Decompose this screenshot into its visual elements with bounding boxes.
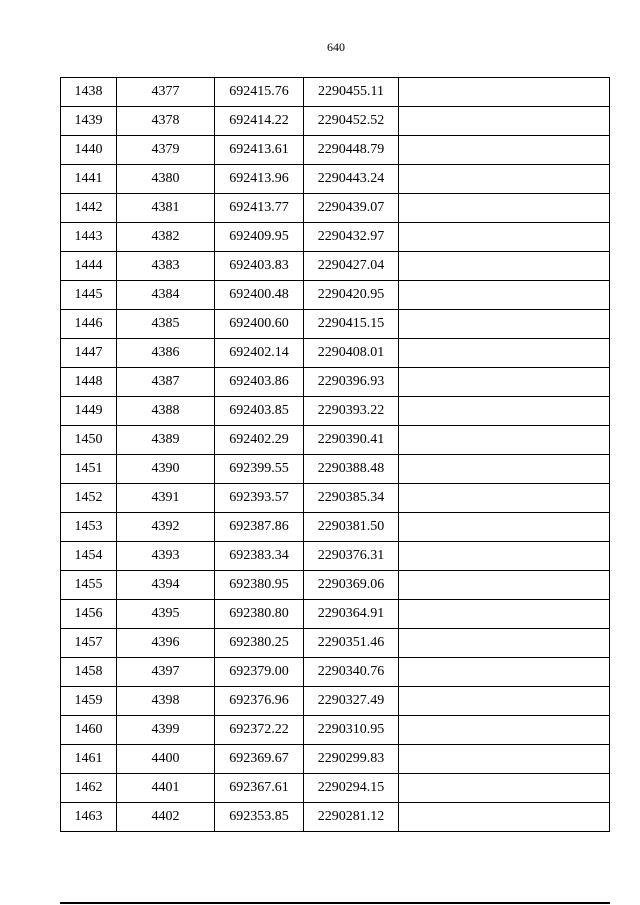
table-row [61,310,610,339]
x-coordinate-cell: 692415.76 [215,78,304,107]
x-coordinate-cell: 692379.00 [215,658,304,687]
row-number-cell: 1461 [61,745,117,774]
x-coordinate-cell: 692414.22 [215,107,304,136]
row-number-cell: 1447 [61,339,117,368]
y-coordinate-cell: 2290390.41 [304,426,399,455]
x-coordinate-cell: 692403.85 [215,397,304,426]
row-number-cell: 1451 [61,455,117,484]
row-number-cell: 1442 [61,194,117,223]
x-coordinate-cell: 692367.61 [215,774,304,803]
table-row [61,426,610,455]
x-coordinate-cell: 692399.55 [215,455,304,484]
point-id-cell: 4391 [117,484,215,513]
point-id-cell: 4397 [117,658,215,687]
y-coordinate-cell: 2290452.52 [304,107,399,136]
y-coordinate-cell: 2290448.79 [304,136,399,165]
y-coordinate-cell: 2290443.24 [304,165,399,194]
row-number-cell: 1462 [61,774,117,803]
y-coordinate-cell: 2290340.76 [304,658,399,687]
note-cell [399,745,610,774]
table-row [61,774,610,803]
table-row [61,397,610,426]
table-row [61,513,610,542]
row-number-cell: 1438 [61,78,117,107]
x-coordinate-cell: 692383.34 [215,542,304,571]
point-id-cell: 4398 [117,687,215,716]
y-coordinate-cell: 2290310.95 [304,716,399,745]
point-id-cell: 4392 [117,513,215,542]
x-coordinate-cell: 692403.83 [215,252,304,281]
x-coordinate-cell: 692413.61 [215,136,304,165]
note-cell [399,658,610,687]
y-coordinate-cell: 2290385.34 [304,484,399,513]
x-coordinate-cell: 692403.86 [215,368,304,397]
y-coordinate-cell: 2290351.46 [304,629,399,658]
y-coordinate-cell: 2290388.48 [304,455,399,484]
x-coordinate-cell: 692353.85 [215,803,304,832]
point-id-cell: 4383 [117,252,215,281]
table-row [61,484,610,513]
table-row [61,107,610,136]
y-coordinate-cell: 2290299.83 [304,745,399,774]
row-number-cell: 1446 [61,310,117,339]
table-row [61,629,610,658]
note-cell [399,687,610,716]
x-coordinate-cell: 692413.96 [215,165,304,194]
table-row [61,194,610,223]
y-coordinate-cell: 2290427.04 [304,252,399,281]
table-row [61,687,610,716]
note-cell [399,542,610,571]
point-id-cell: 4382 [117,223,215,252]
note-cell [399,281,610,310]
x-coordinate-cell: 692372.22 [215,716,304,745]
point-id-cell: 4384 [117,281,215,310]
point-id-cell: 4399 [117,716,215,745]
y-coordinate-cell: 2290393.22 [304,397,399,426]
table-row [61,571,610,600]
point-id-cell: 4393 [117,542,215,571]
note-cell [399,223,610,252]
row-number-cell: 1449 [61,397,117,426]
note-cell [399,484,610,513]
x-coordinate-cell: 692402.14 [215,339,304,368]
note-cell [399,629,610,658]
point-id-cell: 4389 [117,426,215,455]
y-coordinate-cell: 2290415.15 [304,310,399,339]
coordinates-table-body [61,78,610,832]
note-cell [399,252,610,281]
table-row [61,803,610,832]
row-number-cell: 1450 [61,426,117,455]
point-id-cell: 4387 [117,368,215,397]
note-cell [399,368,610,397]
footer-rule [60,902,610,904]
x-coordinate-cell: 692380.80 [215,600,304,629]
row-number-cell: 1444 [61,252,117,281]
y-coordinate-cell: 2290432.97 [304,223,399,252]
row-number-cell: 1452 [61,484,117,513]
row-number-cell: 1443 [61,223,117,252]
x-coordinate-cell: 692400.48 [215,281,304,310]
row-number-cell: 1457 [61,629,117,658]
x-coordinate-cell: 692413.77 [215,194,304,223]
y-coordinate-cell: 2290420.95 [304,281,399,310]
coordinates-table [60,77,610,832]
table-row [61,455,610,484]
row-number-cell: 1458 [61,658,117,687]
x-coordinate-cell: 692380.25 [215,629,304,658]
x-coordinate-cell: 692376.96 [215,687,304,716]
row-number-cell: 1453 [61,513,117,542]
y-coordinate-cell: 2290396.93 [304,368,399,397]
row-number-cell: 1459 [61,687,117,716]
note-cell [399,136,610,165]
table-row [61,658,610,687]
y-coordinate-cell: 2290381.50 [304,513,399,542]
y-coordinate-cell: 2290376.31 [304,542,399,571]
y-coordinate-cell: 2290327.49 [304,687,399,716]
table-row [61,542,610,571]
table-row [61,339,610,368]
note-cell [399,165,610,194]
y-coordinate-cell: 2290369.06 [304,571,399,600]
x-coordinate-cell: 692387.86 [215,513,304,542]
x-coordinate-cell: 692380.95 [215,571,304,600]
point-id-cell: 4379 [117,136,215,165]
note-cell [399,78,610,107]
note-cell [399,107,610,136]
table-row [61,600,610,629]
note-cell [399,310,610,339]
table-row [61,745,610,774]
note-cell [399,803,610,832]
note-cell [399,397,610,426]
table-row [61,716,610,745]
x-coordinate-cell: 692402.29 [215,426,304,455]
point-id-cell: 4386 [117,339,215,368]
note-cell [399,600,610,629]
note-cell [399,774,610,803]
row-number-cell: 1439 [61,107,117,136]
x-coordinate-cell: 692393.57 [215,484,304,513]
row-number-cell: 1440 [61,136,117,165]
x-coordinate-cell: 692400.60 [215,310,304,339]
x-coordinate-cell: 692409.95 [215,223,304,252]
note-cell [399,339,610,368]
point-id-cell: 4385 [117,310,215,339]
note-cell [399,194,610,223]
point-id-cell: 4378 [117,107,215,136]
note-cell [399,513,610,542]
table-row [61,136,610,165]
point-id-cell: 4390 [117,455,215,484]
point-id-cell: 4400 [117,745,215,774]
row-number-cell: 1445 [61,281,117,310]
table-row [61,252,610,281]
table-row [61,281,610,310]
y-coordinate-cell: 2290294.15 [304,774,399,803]
table-row [61,78,610,107]
y-coordinate-cell: 2290408.01 [304,339,399,368]
row-number-cell: 1463 [61,803,117,832]
note-cell [399,571,610,600]
row-number-cell: 1455 [61,571,117,600]
table-row [61,368,610,397]
note-cell [399,716,610,745]
point-id-cell: 4388 [117,397,215,426]
point-id-cell: 4402 [117,803,215,832]
y-coordinate-cell: 2290281.12 [304,803,399,832]
point-id-cell: 4401 [117,774,215,803]
point-id-cell: 4394 [117,571,215,600]
row-number-cell: 1448 [61,368,117,397]
page-number: 640 [327,40,345,54]
point-id-cell: 4396 [117,629,215,658]
note-cell [399,426,610,455]
table-row [61,165,610,194]
row-number-cell: 1441 [61,165,117,194]
point-id-cell: 4377 [117,78,215,107]
row-number-cell: 1454 [61,542,117,571]
table-row [61,223,610,252]
y-coordinate-cell: 2290439.07 [304,194,399,223]
row-number-cell: 1456 [61,600,117,629]
y-coordinate-cell: 2290364.91 [304,600,399,629]
point-id-cell: 4380 [117,165,215,194]
point-id-cell: 4395 [117,600,215,629]
x-coordinate-cell: 692369.67 [215,745,304,774]
y-coordinate-cell: 2290455.11 [304,78,399,107]
point-id-cell: 4381 [117,194,215,223]
note-cell [399,455,610,484]
row-number-cell: 1460 [61,716,117,745]
